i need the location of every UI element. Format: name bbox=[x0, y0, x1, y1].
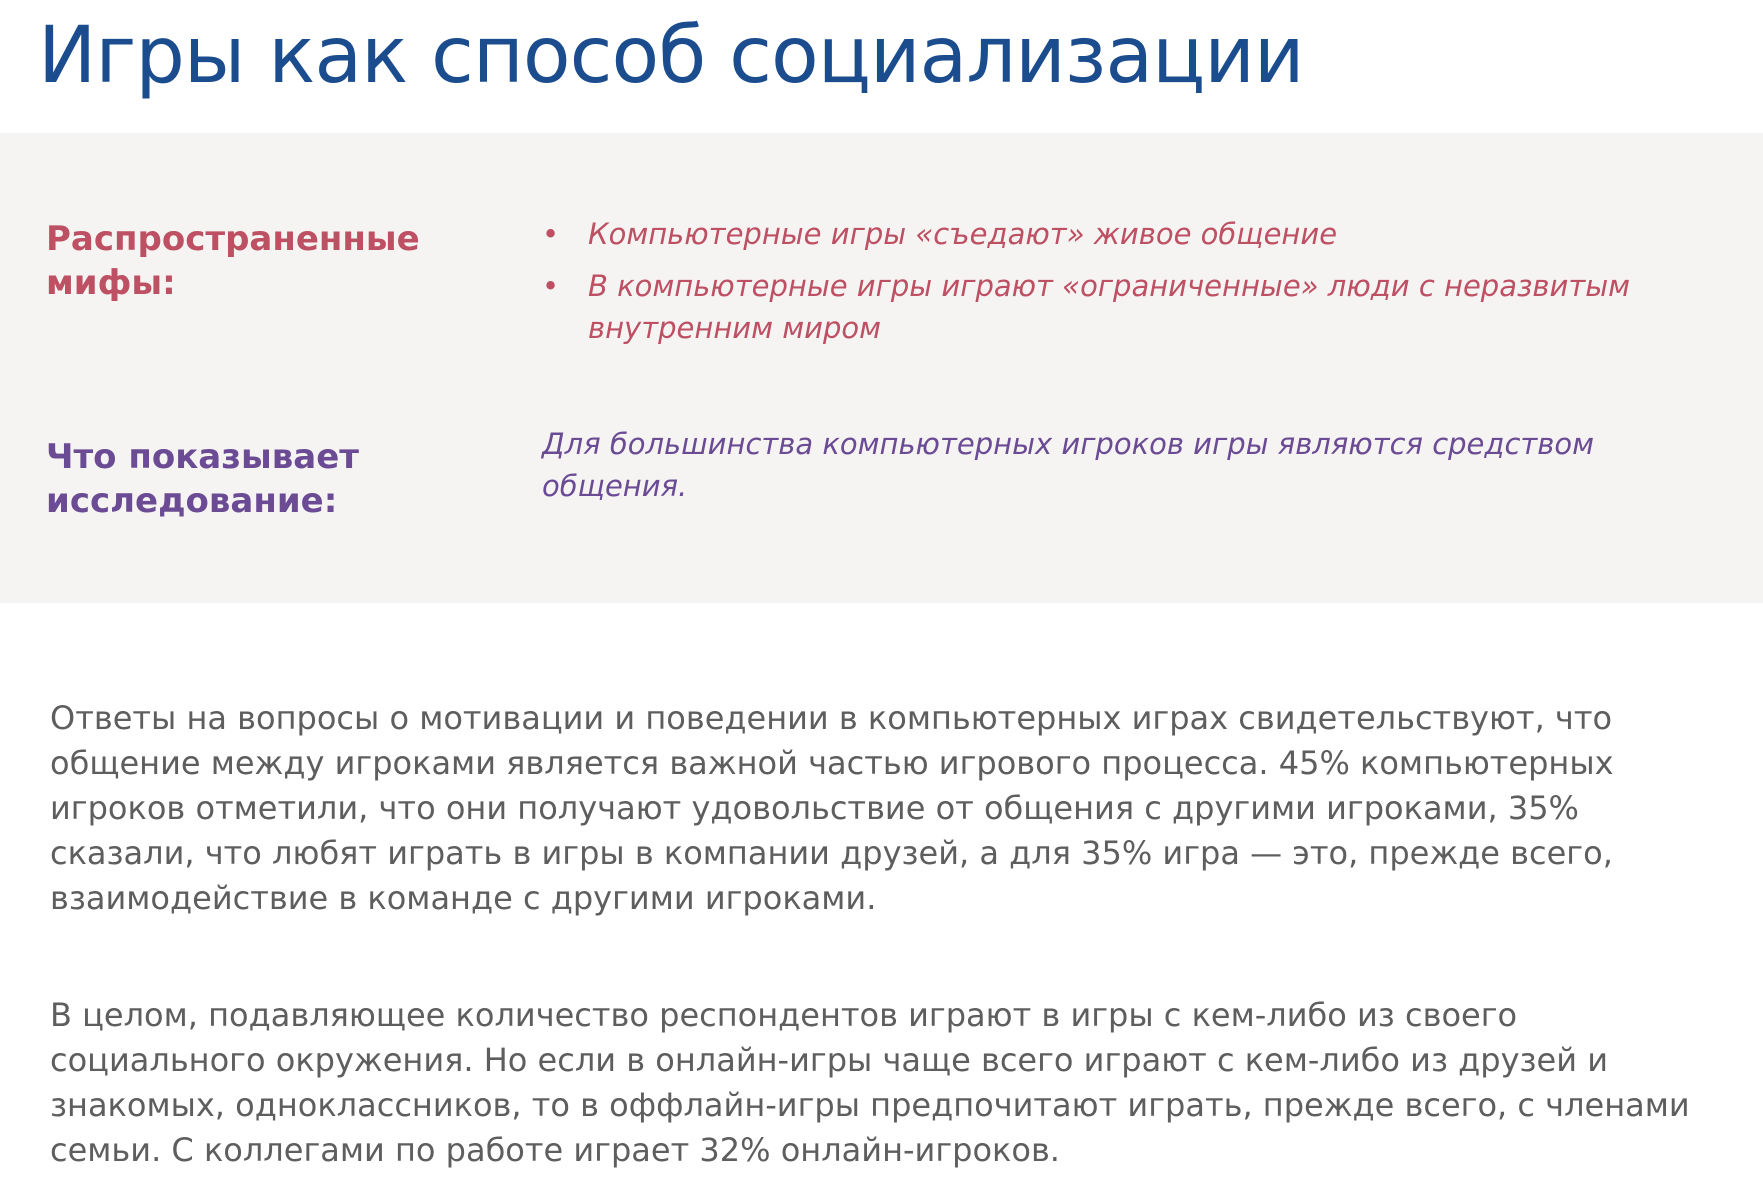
body-paragraph-motivation: Ответы на вопросы о мотивации и поведении в компьютерных играх свидетельствуют, что общение между игроками является важной частью игрового процесса. 45% компьютерных игроков отметили, что они получают удовольствие от общения с другими игроками, 35% сказали, что любят играть в игры в компании друзей, а для 35% игра — это, прежде всего, взаимодействие в команде с другими игроками. bbox=[50, 699, 1614, 917]
bullet-icon: • bbox=[542, 269, 560, 303]
myths-vs-research-panel bbox=[0, 133, 1763, 603]
myth-item bbox=[542, 213, 1722, 255]
myths-label: Распространенные мифы: bbox=[46, 219, 420, 303]
body-paragraph-social-circle: В целом, подавляющее количество респондентов играют в игры с кем-либо из своего социального окружения. Но если в онлайн-игры чаще всего играют с кем-либо из друзей и знакомых, одноклассников, то в оффлайн-игры предпочитают играть, прежде всего, с членами семьи. С коллегами по работе играет 32% онлайн-игроков. bbox=[50, 996, 1690, 1169]
myth-text: В компьютерные игры играют «ограниченные» люди с неразвитым внутренним миром bbox=[588, 269, 1631, 345]
myth-text: Компьютерные игры «съедают» живое общение bbox=[588, 217, 1338, 251]
bullet-icon: • bbox=[542, 217, 560, 251]
myth-item bbox=[542, 265, 1722, 349]
myths-list bbox=[542, 213, 1722, 359]
research-label: Что показывает исследование: bbox=[46, 437, 359, 521]
page-title: Игры как способ социализации bbox=[38, 11, 1304, 101]
research-finding: Для большинства компьютерных игроков игры являются средством общения. bbox=[542, 427, 1594, 503]
